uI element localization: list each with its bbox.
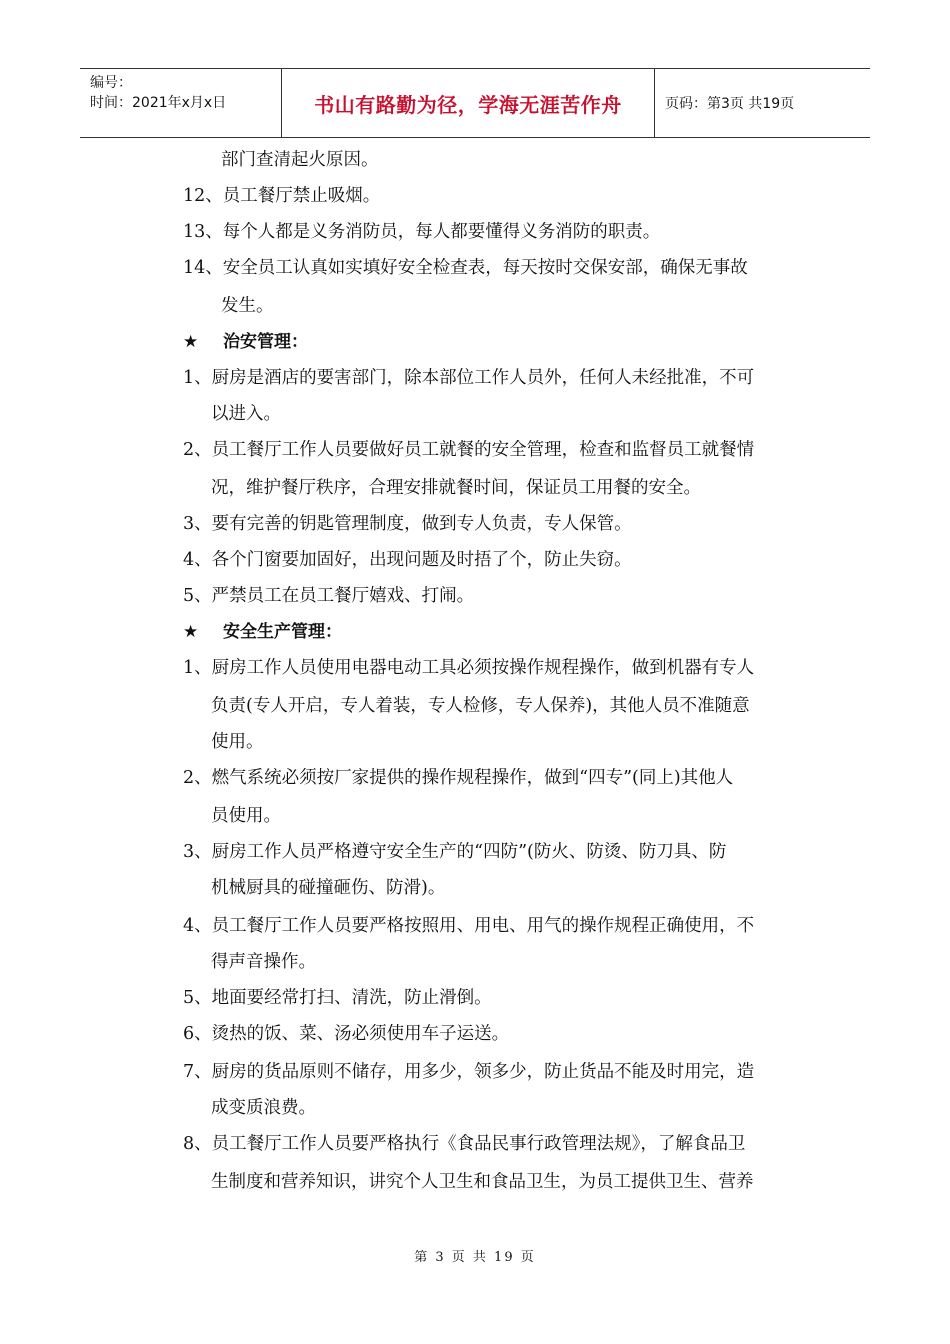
line-text: 得声音操作。 xyxy=(211,952,316,972)
item-number: 3、 xyxy=(183,842,212,862)
list-item xyxy=(183,184,380,208)
line-text: 以进入。 xyxy=(211,404,281,424)
item-number: 5、 xyxy=(183,586,212,606)
item-number: 3、 xyxy=(183,514,212,534)
line-text: 厨房工作人员使用电器电动工具必须按操作规程操作，做到机器有专人 xyxy=(211,658,755,678)
list-item-continuation xyxy=(211,476,701,500)
list-item xyxy=(183,220,660,244)
line-text: 安全员工认真如实填好安全检查表，每天按时交保安部，确保无事故 xyxy=(222,258,748,278)
code-label: 编号： xyxy=(90,75,132,91)
list-item xyxy=(183,512,632,536)
item-number: 12、 xyxy=(183,186,223,206)
line-text: 使用。 xyxy=(211,732,264,752)
header-meta xyxy=(80,69,282,137)
list-item xyxy=(183,584,474,608)
list-item-continuation xyxy=(211,876,445,900)
page-header xyxy=(80,68,870,138)
line-text: 员工餐厅禁止吸烟。 xyxy=(222,186,381,206)
item-number: 1、 xyxy=(183,368,212,388)
item-number: 6、 xyxy=(183,1024,212,1044)
list-item xyxy=(183,438,754,462)
list-item xyxy=(183,840,726,864)
item-number: 5、 xyxy=(183,988,212,1008)
list-item xyxy=(183,656,754,680)
item-number: 13、 xyxy=(183,222,223,242)
list-item xyxy=(183,1060,754,1084)
line-text: 成变质浪费。 xyxy=(211,1098,316,1118)
section-heading xyxy=(183,330,308,354)
line-text: 况，维护餐厅秩序，合理安排就餐时间，保证员工用餐的安全。 xyxy=(211,478,701,498)
line-text: 治安管理： xyxy=(223,332,308,352)
item-number: 2、 xyxy=(183,768,212,788)
line-text: 厨房是酒店的要害部门，除本部位工作人员外，任何人未经批准，不可 xyxy=(211,368,755,388)
star-icon: ★ xyxy=(183,332,199,352)
time-label: 时间：2021年x月x日 xyxy=(90,95,227,111)
star-icon: ★ xyxy=(183,622,199,642)
line-text: 员工餐厅工作人员要严格执行《食品民事行政管理法规》，了解食品卫 xyxy=(211,1134,746,1154)
list-item xyxy=(183,986,492,1010)
list-item xyxy=(183,256,748,280)
item-number: 4、 xyxy=(183,550,212,570)
line-text: 发生。 xyxy=(221,296,274,316)
line-text: 厨房的货品原则不储存，用多少，领多少，防止货品不能及时用完，造 xyxy=(211,1062,755,1082)
line-text: 各个门窗要加固好，出现问题及时捂了个，防止失窃。 xyxy=(211,550,632,570)
page-footer: 第 3 页 共 19 页 xyxy=(414,1250,536,1265)
line-text: 部门查清起火原因。 xyxy=(221,150,379,170)
line-text: 要有完善的钥匙管理制度，做到专人负责，专人保管。 xyxy=(211,514,632,534)
line-text: 烫热的饭、菜、汤必须使用车子运送。 xyxy=(211,1024,510,1044)
list-item xyxy=(183,1022,509,1046)
list-item-continuation xyxy=(211,694,750,718)
list-item-continuation xyxy=(211,730,264,754)
list-item xyxy=(183,766,733,790)
item-number: 1、 xyxy=(183,658,212,678)
list-item xyxy=(183,548,632,572)
list-item-continuation xyxy=(221,148,379,172)
line-text: 每个人都是义务消防员，每人都要懂得义务消防的职责。 xyxy=(222,222,661,242)
line-text: 严禁员工在员工餐厅嬉戏、打闹。 xyxy=(211,586,475,606)
header-page-info: 页码：第3页 共19页 xyxy=(665,96,795,112)
line-text: 员使用。 xyxy=(211,806,281,826)
line-text: 负责(专人开启，专人着装，专人检修，专人保养)，其他人员不准随意 xyxy=(211,696,750,716)
item-number: 8、 xyxy=(183,1134,212,1154)
item-number: 4、 xyxy=(183,916,212,936)
line-text: 安全生产管理： xyxy=(223,622,342,642)
header-motto: 书山有路勤为径，学海无涯苦作舟 xyxy=(282,69,655,137)
line-text: 燃气系统必须按厂家提供的操作规程操作，做到“四专”(同上)其他人 xyxy=(211,768,734,788)
list-item xyxy=(183,914,754,938)
list-item-continuation xyxy=(211,804,281,828)
line-text: 机械厨具的碰撞砸伤、防滑)。 xyxy=(211,878,446,898)
item-number: 7、 xyxy=(183,1062,212,1082)
line-text: 员工餐厅工作人员要做好员工就餐的安全管理，检查和监督员工就餐情 xyxy=(211,440,755,460)
list-item xyxy=(183,1132,745,1156)
item-number: 2、 xyxy=(183,440,212,460)
line-text: 厨房工作人员严格遵守安全生产的“四防”(防火、防烫、防刀具、防 xyxy=(211,842,727,862)
list-item-continuation xyxy=(211,1170,754,1194)
line-text: 员工餐厅工作人员要严格按照用、用电、用气的操作规程正确使用，不 xyxy=(211,916,755,936)
section-heading xyxy=(183,620,342,644)
line-text: 生制度和营养知识，讲究个人卫生和食品卫生，为员工提供卫生、营养 xyxy=(211,1172,754,1192)
list-item-continuation xyxy=(211,950,316,974)
list-item-continuation xyxy=(221,294,274,318)
list-item-continuation xyxy=(211,402,281,426)
list-item-continuation xyxy=(211,1096,316,1120)
list-item xyxy=(183,366,754,390)
line-text: 地面要经常打扫、清洗，防止滑倒。 xyxy=(211,988,492,1008)
item-number: 14、 xyxy=(183,258,223,278)
